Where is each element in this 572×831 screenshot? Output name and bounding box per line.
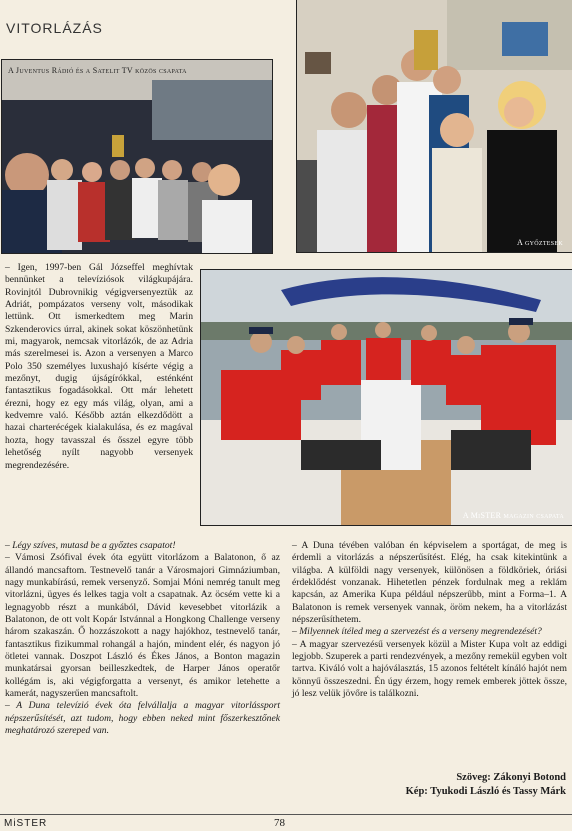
caption-boat-team: A MiSTER magazin csapata xyxy=(462,511,564,520)
caption-winners: A győztesek xyxy=(517,238,563,247)
caption-juventus-team: A Juventus Rádió és a Satelit TV közös csapata xyxy=(8,66,187,75)
question: – Légy szíves, mutasd be a győztes csapatot! xyxy=(5,540,176,551)
credit-text: Szöveg: Zákonyi Botond xyxy=(456,772,566,783)
article-column-1 xyxy=(5,262,193,472)
article-column-left xyxy=(5,540,280,738)
question: – Milyennek ítéled meg a szervezést és a verseny megrendezését? xyxy=(292,626,542,638)
paragraph: – Vámosi Zsófival évek óta együtt vitorlázom a Balatonon, ő az állandó mancsaftom. Testnevelő tanár a Városmajori Gimnáziumban, nagy munkabírású, remek versenyző. Somjai Móni nemrég tanult meg vitorlázni, ügyes és lelkes tagja volt a csapatnak. Az öcsém vette ki a legnagyobb részt a munkából, Dávid kevesebbet vitorlázik a Balatonon, de ott volt Kopár Istvánnal a Hongkong Challenge verseny három szakaszán. Ő hozzászokott a nagy hajókhoz, testnevelő tanár, fantasztikus fizikummal rohangál a hajón, mindent elér, és nagyon jó ötletei vannak. Doszpot László és Ékes János, a Bonton magazin munkatársai gyorsan beilleszkedtek, de Harper János operatőr kollégám is, aki végigforgatta a versenyt, és amikor letehette a kamerát, nagyszerűen mancsaftolt. xyxy=(5,552,280,700)
photo-juventus-team-image xyxy=(2,60,272,253)
photo-winners xyxy=(296,0,572,253)
credit-photo: Kép: Tyukodi László és Tassy Márk xyxy=(405,786,566,797)
page-number: 78 xyxy=(274,817,285,829)
paragraph: – Igen, 1997-ben Gál Józseffel meghívtak bennünket a televíziósok világkupájára. Rovinjtól Dubrovnikig végigversenyeztük az Adriát, pompázatos verseny volt, másodikak lettünk. Ott ismerkedtem meg Marin Szkenderovics úrral, akinek sokat köszönhetünk mi, magyarok, nemcsak vitorlázók, de az Adria más szerelmesei is. Azon a versenyen a Marco Polo 350 személyes luxushajó kísérte végig a mezőnyt, dugig újságírókkal, esténként fantasztikus fogadásokkal. Ott már lehetett érezni, hogy ez egy más világ, olyan, ami a kedvemre való. Később aztán elkezdődött a hazai charterécégek kialakulása, és ez magával hozta, hogy tavasszal és ősszel egyre több lehetőség nyílt nagyobb versenyek megrendezésére. xyxy=(5,262,193,471)
footer-divider xyxy=(0,814,572,815)
photo-winners-image xyxy=(297,0,572,252)
photo-boat-team-image xyxy=(201,270,572,525)
paragraph: – A magyar szervezésű versenyek közül a Mister Kupa volt az eddigi legjobb. Szuperek a parti rendezvények, a mezőny remekül egyben volt tartva. Kiváló volt a hajóválasztás, 15 azonos feltételt kínáló hajót nem könnyű összeszedni. Én úgy érzem, hogy remek emberek jöttek össze, jó lesz velük jövőre is találkozni. xyxy=(292,638,567,700)
footer-brand: MiSTER xyxy=(4,818,48,829)
paragraph: – A Duna tévében valóban én képviselem a sportágat, de meg is érdemli a vitorlázás a népszerűsítést. Elég, ha csak kitekintünk a világba. A külföldi nagy versenyek, különösen a földköriek, óriási érdeklődést vonzanak. Hihetetlen pénzek fordulnak meg a reklám kapcsán, az Amerika Kupa például népszerűbb, mint a Forma–1. A Balatonon is remek versenyek vannak, öröm nekem, ha a vitorlázást népszerűsíthetem. xyxy=(292,540,567,626)
photo-juventus-team xyxy=(1,59,273,254)
section-title: VITORLÁZÁS xyxy=(6,20,103,36)
article-column-right xyxy=(292,540,567,700)
photo-boat-team xyxy=(200,269,572,526)
question: – A Duna televízió évek óta felvállalja a magyar vitorlássport népszerűsítését, azt tudom, hogy ebben neked mint főszerkesztőnek meghatározó szereped van. xyxy=(5,700,280,737)
